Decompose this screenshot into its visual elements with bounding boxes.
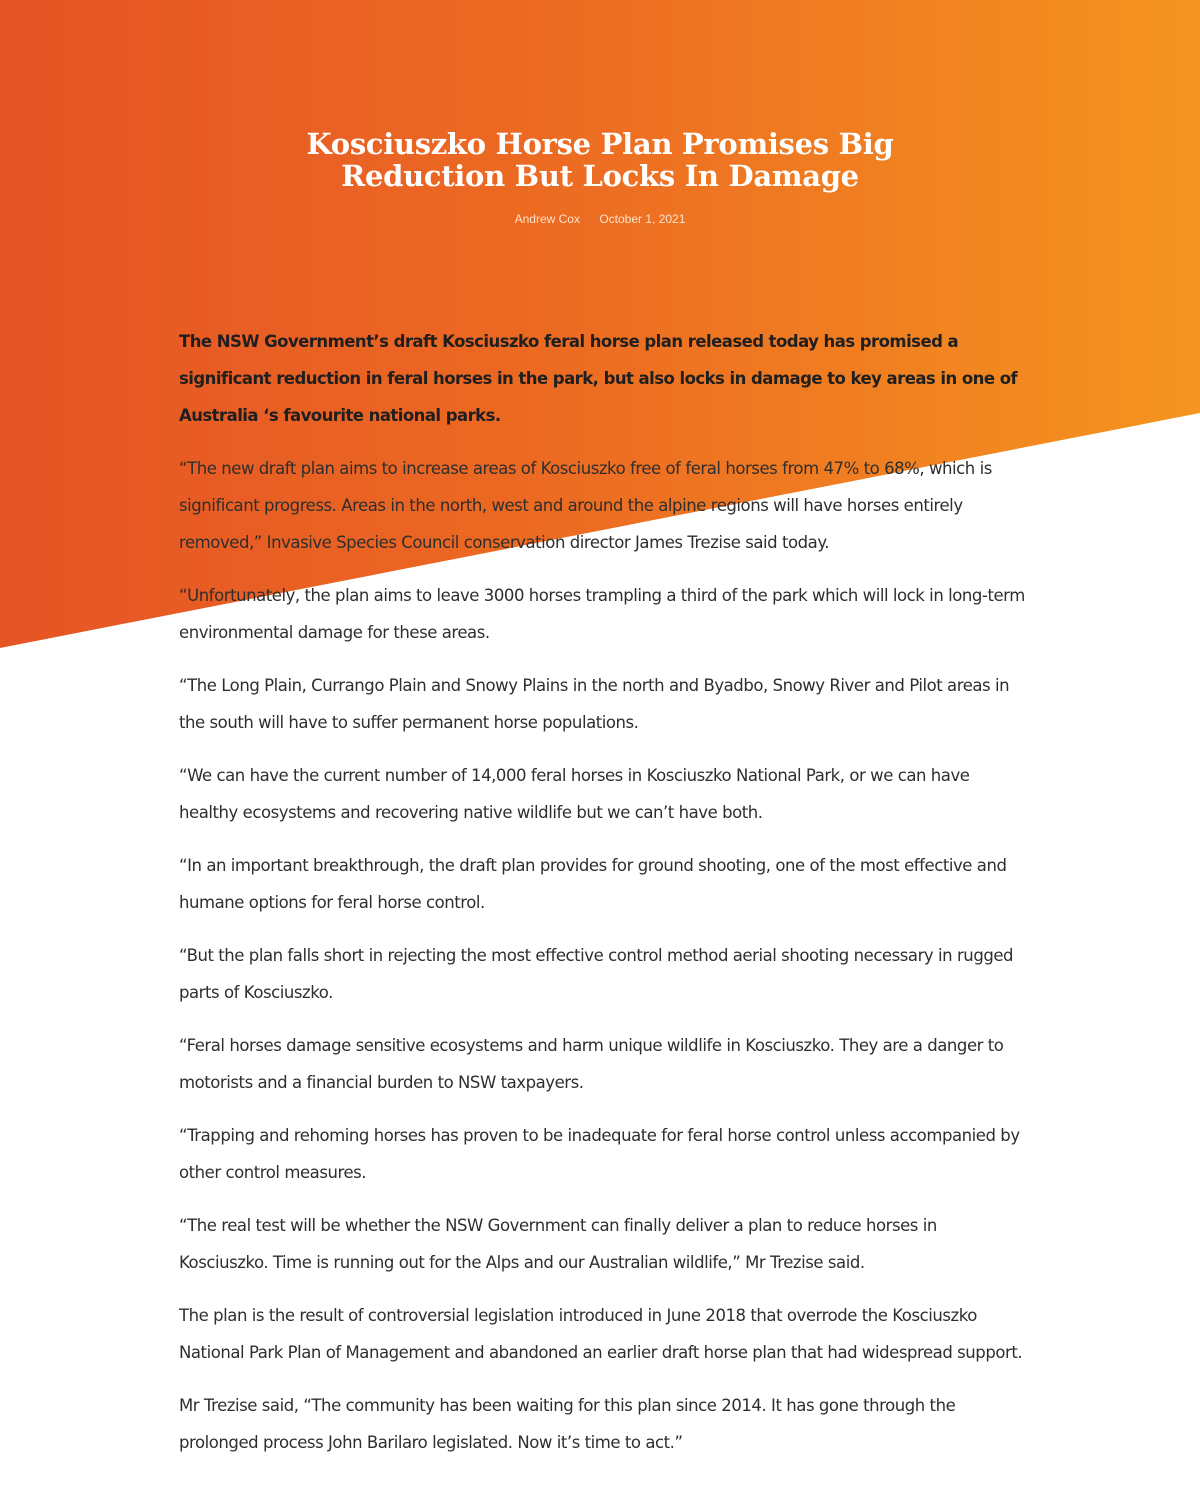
article-body (179, 323, 1027, 1477)
body-paragraph: “Unfortunately, the plan aims to leave 3000 horses trampling a third of the park which will lock in long-term environmental damage for these areas. (179, 586, 1025, 642)
body-paragraph: The plan is the result of controversial legislation introduced in June 2018 that overrode the Kosciuszko National Park Plan of Management and abandoned an earlier draft horse plan that had widespread support. (179, 1306, 1023, 1362)
page-title: Kosciuszko Horse Plan Promises Big Reduction But Locks In Damage (306, 127, 894, 193)
body-paragraph: “We can have the current number of 14,000 feral horses in Kosciuszko National Park, or we can have healthy ecosystems and recovering native wildlife but we can’t have both. (179, 766, 970, 822)
body-paragraph: “The real test will be whether the NSW Government can finally deliver a plan to reduce horses in Kosciuszko. Time is running out for the Alps and our Australian wildlife,” Mr Trezise said. (179, 1216, 937, 1272)
article-meta (0, 212, 1200, 226)
body-paragraph: “Feral horses damage sensitive ecosystems and harm unique wildlife in Kosciuszko. They are a danger to motorists and a financial burden to NSW taxpayers. (179, 1036, 1004, 1092)
article-header (0, 128, 1200, 226)
body-paragraph: “The Long Plain, Currango Plain and Snowy Plains in the north and Byadbo, Snowy River and Pilot areas in the south will have to suffer permanent horse populations. (179, 676, 1010, 732)
body-paragraph: “In an important breakthrough, the draft plan provides for ground shooting, one of the most effective and humane options for feral horse control. (179, 856, 1007, 912)
lead-paragraph: The NSW Government’s draft Kosciuszko feral horse plan released today has promised a significant reduction in feral horses in the park, but also locks in damage to key areas in one of Australia ‘s favourite national parks. (179, 332, 1018, 425)
body-paragraph: “Trapping and rehoming horses has proven to be inadequate for feral horse control unless accompanied by other control measures. (179, 1126, 1020, 1182)
body-paragraph: Mr Trezise said, “The community has been waiting for this plan since 2014. It has gone through the prolonged process John Barilaro legislated. Now it’s time to act.” (179, 1396, 956, 1452)
author-link[interactable]: Andrew Cox (514, 212, 580, 226)
body-paragraph: “The new draft plan aims to increase areas of Kosciuszko free of feral horses from 47% to 68%, which is significant progress. Areas in the north, west and around the alpine regions will have horses entirely removed,” Invasive Species Council conservation director James Trezise said today. (179, 459, 992, 552)
publish-date: October 1, 2021 (599, 212, 686, 226)
body-paragraph: “But the plan falls short in rejecting the most effective control method aerial shooting necessary in rugged parts of Kosciuszko. (179, 946, 1014, 1002)
